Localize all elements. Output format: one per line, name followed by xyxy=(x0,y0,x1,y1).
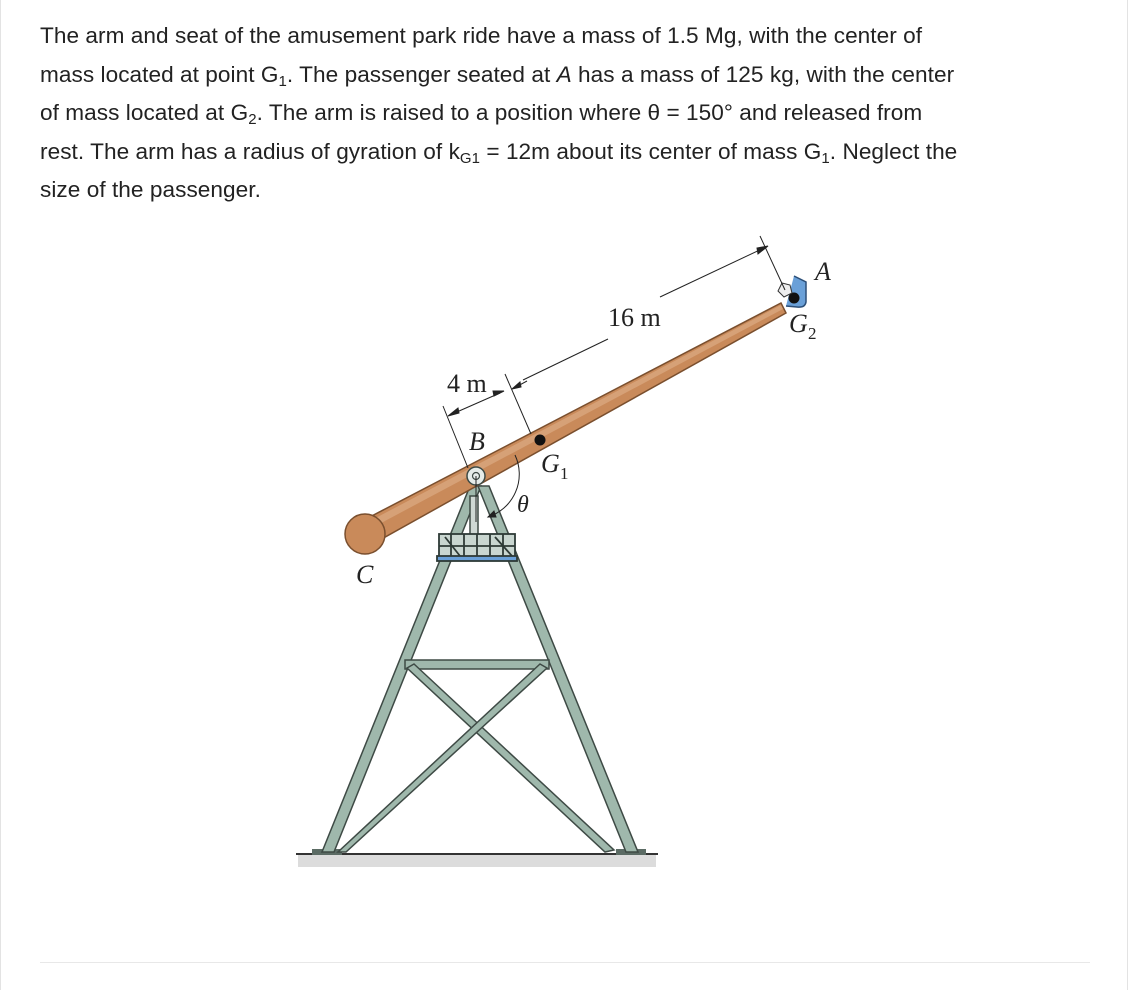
problem-text: . The arm is raised to a position where θ = 150° and released from xyxy=(256,100,923,126)
label-a: A xyxy=(815,257,831,286)
problem-line-2 xyxy=(40,56,1100,95)
label-g1-sub: 1 xyxy=(560,464,569,483)
problem-text: The arm and seat of the amusement park ride have a mass of 1.5 Mg, with the center of xyxy=(40,23,923,48)
platform-cage xyxy=(437,534,517,561)
subscript: G1 xyxy=(459,149,481,167)
variable-a: A xyxy=(556,61,572,87)
label-g1 xyxy=(541,449,569,483)
subscript: 1 xyxy=(278,72,287,90)
label-b: B xyxy=(469,427,485,456)
label-g2 xyxy=(789,309,817,343)
problem-text: size of the passenger. xyxy=(40,177,261,203)
problem-text: has a mass of 125 kg, with the center xyxy=(571,61,955,87)
seat-a xyxy=(778,276,806,307)
problem-text: of mass located at G xyxy=(40,100,249,126)
label-g2-letter: G xyxy=(789,309,808,338)
problem-text: . The passenger seated at xyxy=(286,61,557,87)
label-g2-sub: 2 xyxy=(808,324,817,343)
label-c: C xyxy=(356,560,374,589)
label-4m: 4 m xyxy=(447,369,487,398)
g1-point xyxy=(535,435,546,446)
problem-text: mass located at point G xyxy=(40,61,279,87)
problem-text: rest. The arm has a radius of gyration of k xyxy=(40,138,460,164)
ride-figure xyxy=(290,228,870,878)
problem-statement xyxy=(40,17,1100,210)
ride-arm xyxy=(345,303,786,554)
label-g1-letter: G xyxy=(541,449,560,478)
problem-line-1 xyxy=(40,17,1100,56)
problem-text: . Neglect the xyxy=(829,138,958,164)
bottom-divider xyxy=(40,962,1090,963)
label-16m: 16 m xyxy=(608,303,661,332)
problem-line-3 xyxy=(40,94,1100,133)
problem-line-5 xyxy=(40,171,1100,210)
subscript: 1 xyxy=(821,149,830,167)
problem-text: = 12m about its center of mass G xyxy=(480,138,822,164)
label-theta: θ xyxy=(517,492,529,518)
problem-line-4 xyxy=(40,133,1100,172)
subscript: 2 xyxy=(248,111,257,129)
